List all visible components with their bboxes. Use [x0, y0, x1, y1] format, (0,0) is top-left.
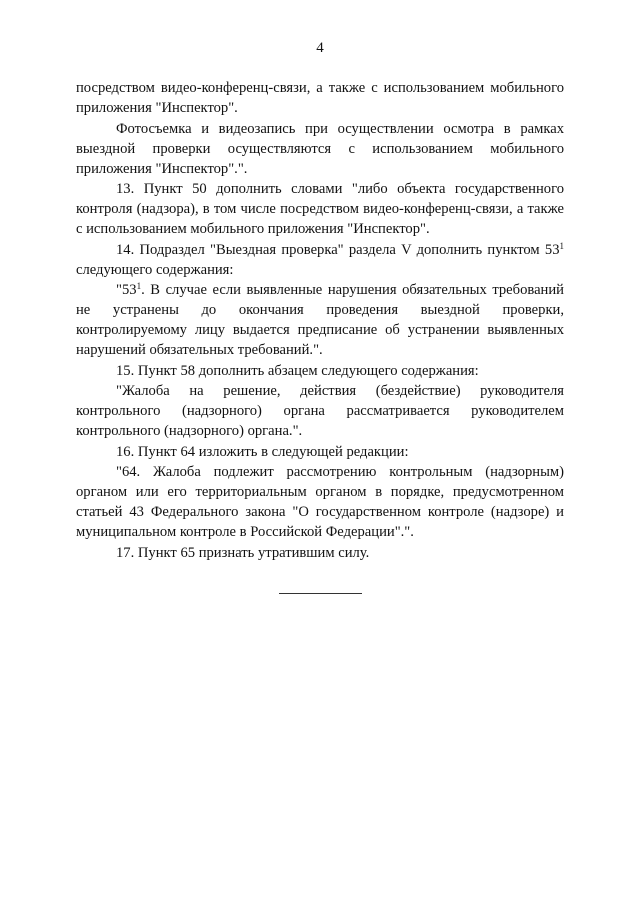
- superscript-mark: 1: [559, 240, 564, 251]
- paragraph-item-53-1: [76, 280, 564, 360]
- paragraph-item-14-text-end: следующего содержания:: [76, 261, 234, 278]
- paragraph-photo-video: Фотосъемка и видеозапись при осуществлении осмотра в рамках выездной проверки осуществляются с использованием мобильного приложения "Инспектор".".: [76, 120, 564, 177]
- paragraph-item-14: [76, 240, 564, 280]
- paragraph-item-53-1-number: "53: [116, 282, 137, 298]
- paragraph-item-13: 13. Пункт 50 дополнить словами "либо объекта государственного контроля (надзора), в том числе посредством видео-конференц-связи, а также с использованием мобильного приложения "Инспектор".: [76, 181, 564, 237]
- paragraph-item-53-1-text: . В случае если выявленные нарушения обязательных требований не устранены до окончания проведения выездной проверки, контролируемому лицу выдается предписание об устранении выявленных нарушений обязательных требований.".: [76, 282, 564, 358]
- paragraph-item-15: 15. Пункт 58 дополнить абзацем следующего содержания:: [116, 362, 479, 379]
- paragraph-item-14-text: 14. Подраздел "Выездная проверка" раздела V дополнить пунктом 53: [116, 241, 560, 258]
- page-number: 4: [316, 40, 324, 56]
- paragraph-continuation: посредством видео-конференц-связи, а также с использованием мобильного приложения "Инспектор".: [76, 80, 564, 116]
- document-body: [76, 78, 564, 563]
- superscript-mark: 1: [136, 281, 142, 291]
- paragraph-item-64: "64. Жалоба подлежит рассмотрению контрольным (надзорным) органом или его территориальным органом в порядке, предусмотренном статьей 43 Федерального закона "О государственном контроле (надзоре) и муниципальном контроле в Российской Федерации".".: [76, 464, 564, 540]
- paragraph-item-16: 16. Пункт 64 изложить в следующей редакции:: [116, 443, 409, 460]
- end-divider-line: [279, 593, 362, 594]
- paragraph-complaint-quote: "Жалоба на решение, действия (бездействие) руководителя контрольного (надзорного) органа рассматривается руководителем контрольного (надзорного) органа.".: [76, 383, 564, 439]
- paragraph-item-17: 17. Пункт 65 признать утратившим силу.: [116, 544, 370, 561]
